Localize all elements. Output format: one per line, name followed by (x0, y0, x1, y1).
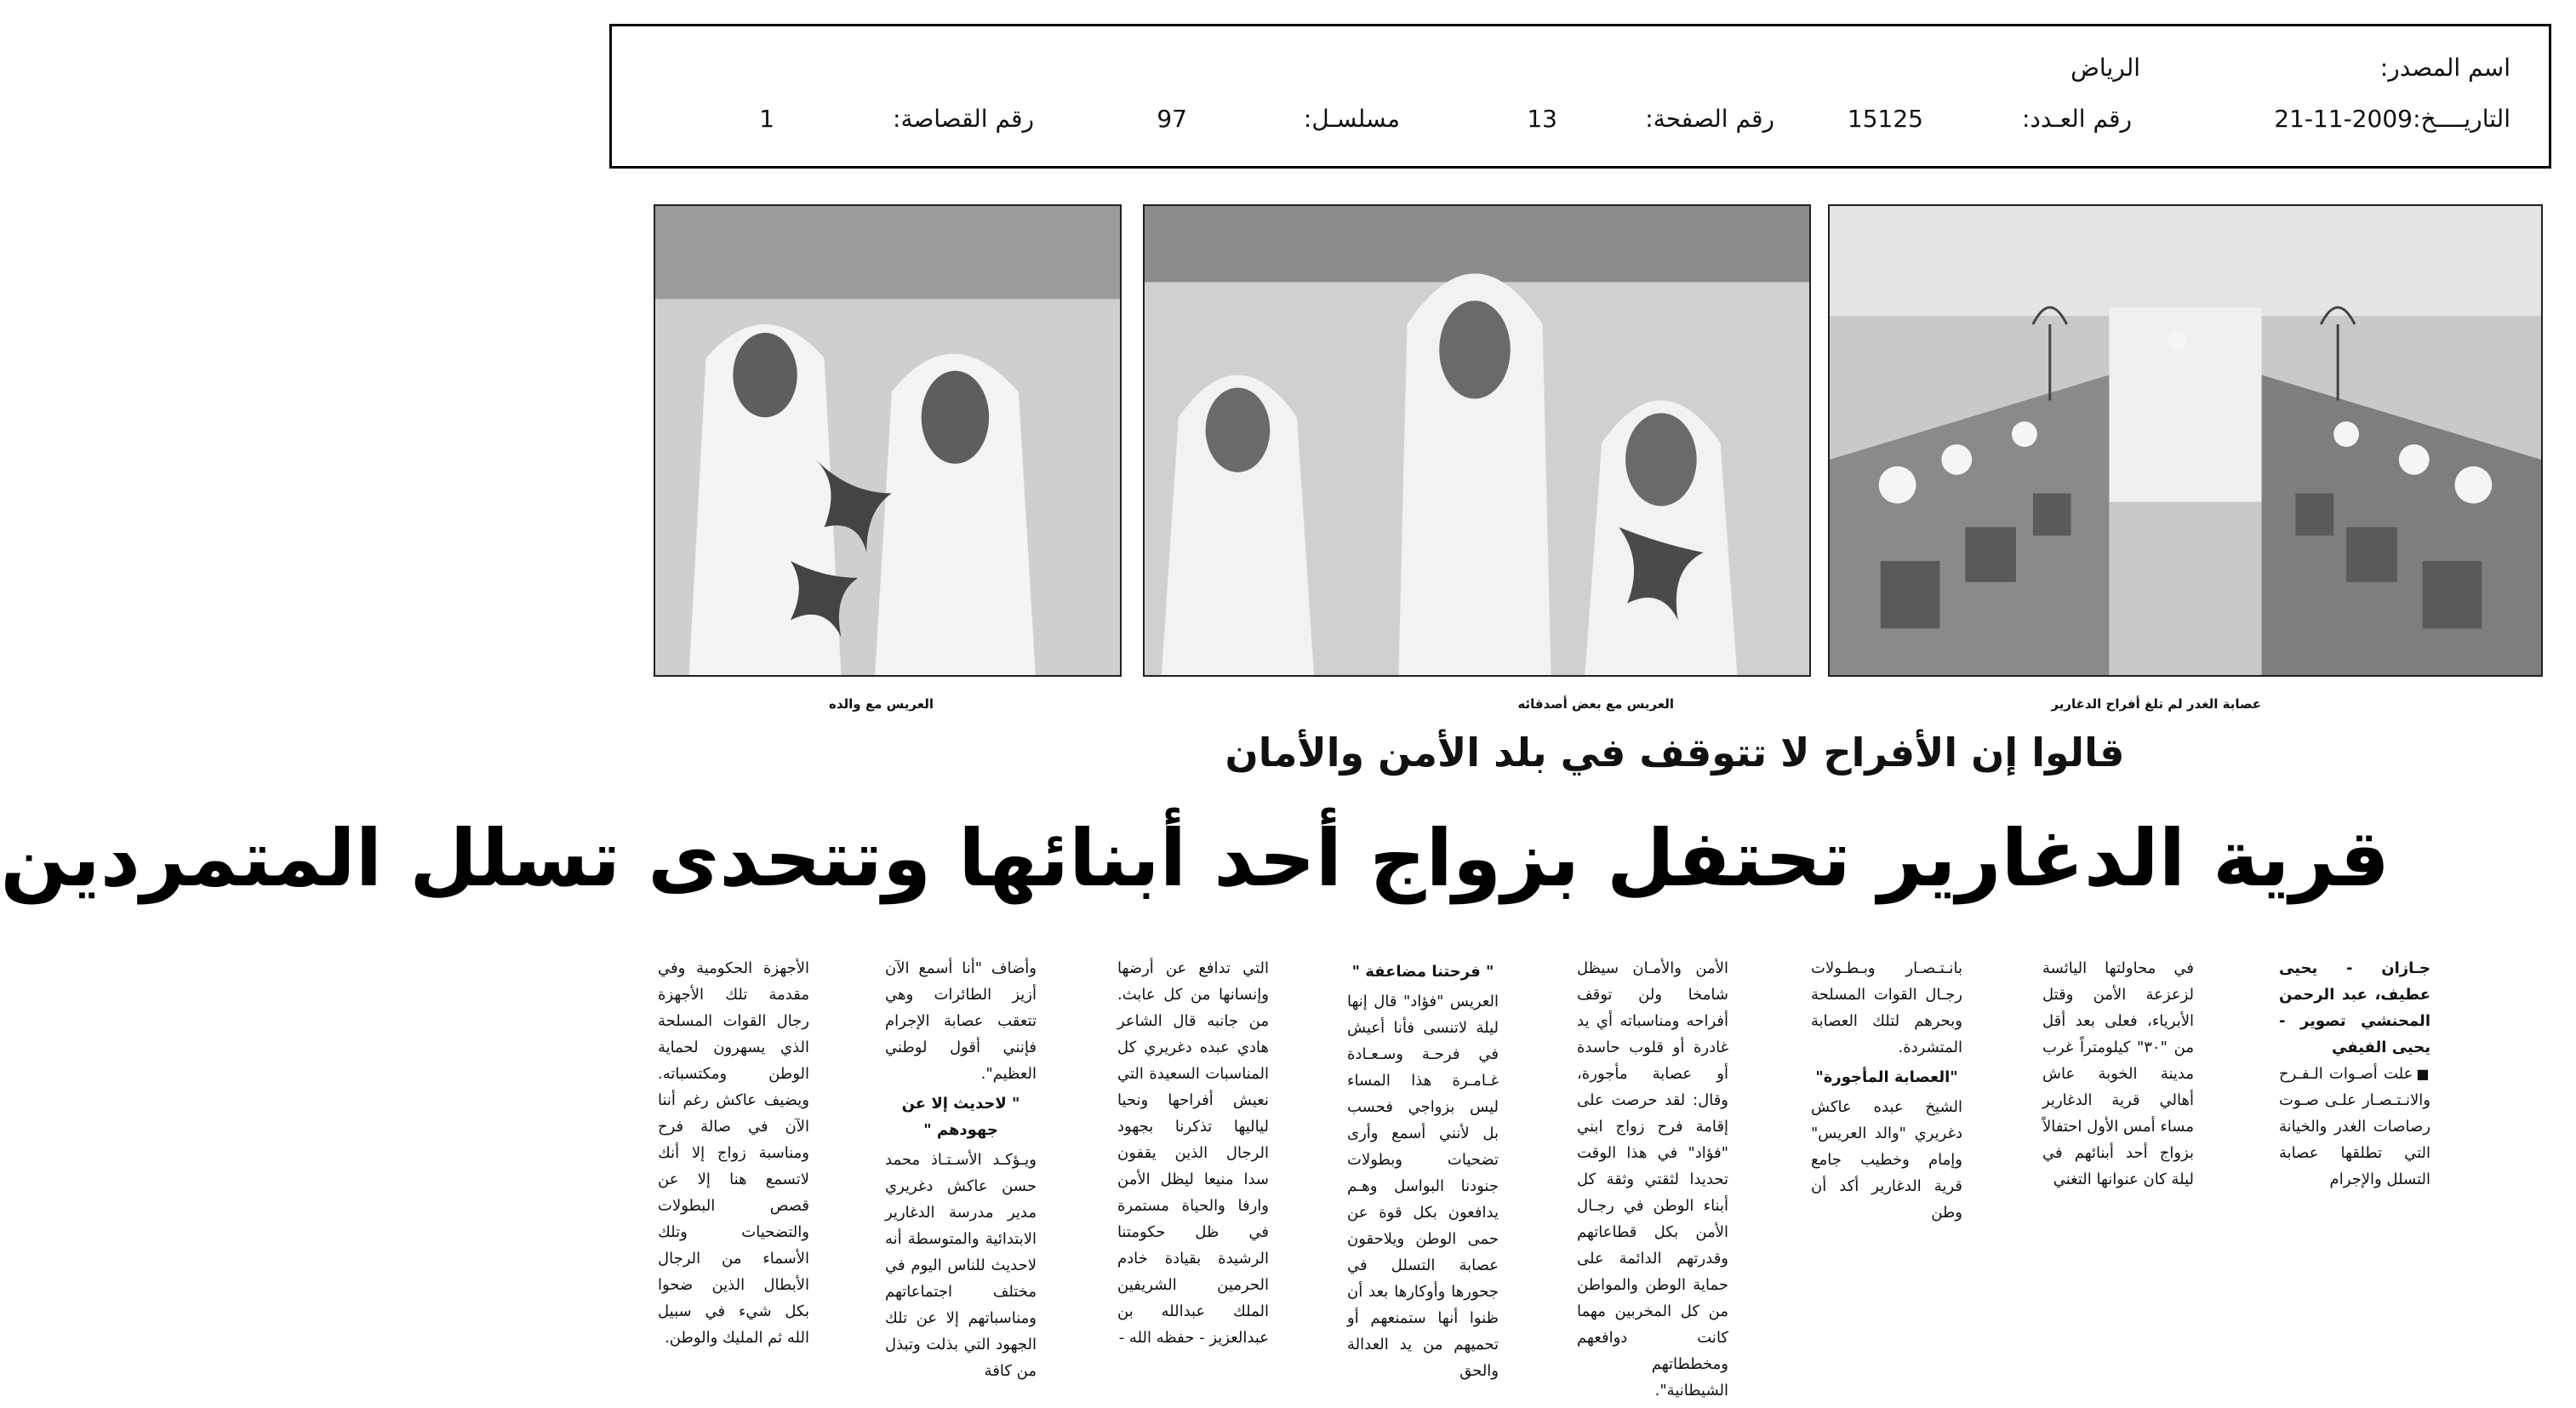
issue-value: 15125 (1847, 105, 1923, 133)
article-column-8 (658, 955, 809, 1347)
clipping-metadata-box (609, 24, 2551, 169)
date-label: التاريــــخ: (2413, 105, 2510, 133)
photo-groom-friends (1143, 204, 1811, 677)
article-headline: قرية الدغارير تحتفل بزواج أحد أبنائها وتتحدى تسلل المتمردين (0, 813, 2390, 904)
photo-groom-father (654, 204, 1122, 677)
article-column-3 (1811, 955, 1962, 1330)
article-paragraph: في محاولتها اليائسة لزعزعة الأمن وقتل الأبرياء، فعلى بعد أقل من "٣٠" كيلومتراً غرب مدينة الخوبة عاش أهالي قرية الدغارير مساء أمس الأول احتفالاً بزواج أحد أبنائهم في ليلة كان عنوانها التغني (2042, 959, 2194, 1188)
section-subheading: " فرحتنا مضاعفة " (1351, 963, 1494, 981)
article-column-4 (1577, 955, 1728, 1399)
article-paragraph: التي تدافع عن أرضها وإنسانها من كل عابث. من جانبه قال الشاعر هادي عبده دغريري كل المناسبات السعيدة التي نعيش أفراحها ونحيا لياليها تذكرنا بجهود الرجال الذين يقفون سدا منيعا ليظل الأمن وارفا والحياة مستمرة في ظل حكومتنا الرشيدة بقيادة خادم الحرمين الشريفين الملك عبدالله بن عبدالعزيز - حفظه الله - (1117, 959, 1269, 1347)
article-paragraph: بانـتـصـار وبـطـولات رجـال القوات المسلحة وبحرهم لتلك العصابة المتشردة. (1811, 959, 1962, 1056)
article-paragraph: الأجهزة الحكومية وفي مقدمة تلك الأجهزة رجال القوات المسلحة الذي يسهرون لحماية الوطن ومكتسباته. ويضيف عاكش رغم أننا الآن في صالة فرح ومناسبة زواج إلا أنك لاتسمع هنا إلا عن قصص البطولات والتضحيات وتلك الأسماء من الرجال الأبطال الذين ضحوا بكل شيء في سبيل الله ثم المليك والوطن. (658, 959, 809, 1347)
article-lead-text: علت أصـوات الـفـرح والانـتـصـار علـى صـوت رصاصات الغدر والخيانة التي تطلقها عصابة التسلل والإجرام (2279, 1065, 2430, 1188)
article-subheadline: قالوا إن الأفراح لا تتوقف في بلد الأمن والأمان (1225, 730, 2125, 776)
serial-label: مسلسـل: (1303, 105, 1400, 133)
article-column-2 (2042, 955, 2194, 1330)
article-paragraph: الشيخ عبده عاكش دغريري "والد العريس" وإمام وخطيب جامع قرية الدغارير أكد أن وطن (1811, 1098, 1962, 1222)
article-column-5 (1347, 955, 1499, 1380)
page-value: 13 (1527, 105, 1557, 133)
article-column-6 (1117, 955, 1269, 1347)
article-column-7 (885, 955, 1037, 1380)
serial-value: 97 (1157, 105, 1187, 133)
photo-caption-wedding-hall: عصابة الغدر لم تلغ أفراح الدغارير (2051, 696, 2261, 712)
article-paragraph: العريس "فؤاد" قال إنها ليلة لاتنسى فأنا أعيش في فرحـة وسـعـادة غـامـرة هذا المساء ليس بزواجي فحسب بل لأنني أسمع وأرى تضحيات وبطولات جنودنا البواسل وهـم يدافعون بكل قوة عن حمى الوطن ويلاحقون عصابة التسلل في جحورها وأوكارها بعد أن ظنوا أنها ستمنعهم أو تحميهم من يد العدالة والحق (1347, 993, 1499, 1380)
section-subheading: " لاحديث إلا عن جهودهم " (901, 1095, 1020, 1139)
photo-caption-groom-father: العريس مع والده (828, 696, 934, 712)
photo-caption-groom-friends: العريس مع بعض أصدقائه (1517, 696, 1674, 712)
source-value: الرياض (2071, 54, 2140, 82)
article-column-1 (2279, 955, 2430, 1330)
article-paragraph: الأمن والأمـان سيظل شامخا ولن توقف أفراحه ومناسباته أي يد غادرة أو قلوب حاسدة أو عصابة مأجورة، وقال: لقد حرصت على إقامة فرح زواج ابني "فؤاد" في هذا الوقت تحديدا لثقتي وثقة كل أبناء الوطن في رجـال الأمن بكل قطاعاتهم وقدرتهم الدائمة على حماية الوطن والمواطن من كل المخربين مهما كانت دوافعهم ومخططاتهم الشيطانية". (1577, 959, 1728, 1399)
paragraph-bullet-icon: ■ (2416, 1066, 2430, 1082)
article-paragraph: وأضاف "أنا أسمع الآن أزيز الطائرات وهي تتعقب عصابة الإجرام فإنني أقول لوطني العظيم". (885, 959, 1037, 1083)
photo-wedding-hall (1828, 204, 2543, 677)
clip-label: رقم القصاصة: (893, 105, 1034, 133)
date-value: 21-11-2009 (2274, 105, 2413, 133)
section-subheading: "العصابة المأجورة" (1815, 1068, 1958, 1086)
clip-value: 1 (759, 105, 774, 133)
page-label: رقم الصفحة: (1645, 105, 1774, 133)
article-byline: جـازان - يحيى عطيف، عبد الرحمن المحنشي تصوير - يحيى الفيفي (2279, 959, 2430, 1056)
issue-label: رقم العـدد: (2021, 105, 2132, 133)
article-paragraph: ويـؤكـد الأسـتـاذ محمد حسن عاكش دغريري مدير مدرسة الدغارير الابتدائية والمتوسطة أنه لاحديث للناس اليوم في مختلف اجتماعاتهم ومناسباتهم إلا عن تلك الجهود التي بذلت وتبذل من كافة (885, 1151, 1037, 1380)
source-label: اسم المصدر: (2379, 54, 2510, 82)
